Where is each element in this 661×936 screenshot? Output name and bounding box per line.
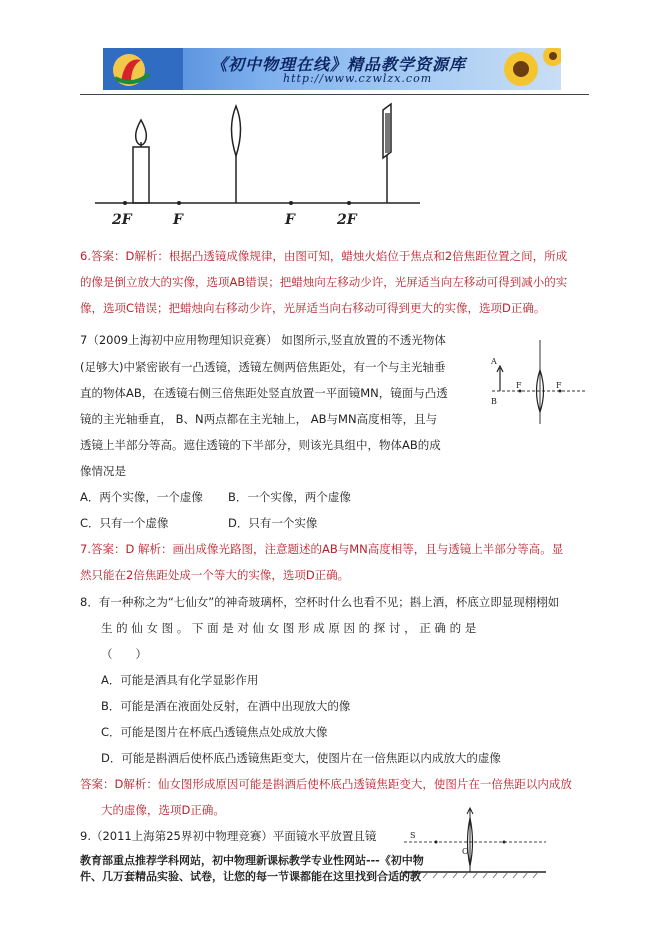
- lens-experiment-figure: [95, 100, 420, 230]
- sunflower-icon: [481, 48, 561, 90]
- q8-option-b: B．可能是酒在液面处反射，在酒中出现放大的像: [101, 699, 351, 713]
- focal-point-right: [503, 841, 506, 844]
- q7-line-6: 像情况是: [80, 464, 126, 478]
- header-divider: [80, 94, 589, 95]
- q8-option-a: A．可能是酒具有化学显影作用: [101, 673, 259, 687]
- site-logo-icon: [103, 48, 183, 90]
- q7-answer-line-2: 然只能在2倍焦距处成一个等大的实像，选项D正确。: [80, 568, 350, 582]
- label-o: O: [462, 847, 469, 856]
- label-f-left: F: [173, 212, 183, 228]
- convex-lens-icon: [232, 106, 241, 203]
- q7-line-1: 7（2009上海初中应用物理知识竞赛） 如图所示,竖直放置的不透光物体: [80, 333, 446, 347]
- q7-option-c: C．只有一个虚像: [80, 516, 169, 530]
- banner-url[interactable]: http://www.czwlzx.com: [283, 72, 433, 85]
- label-f-right: F: [556, 381, 562, 390]
- candle-icon: [133, 120, 149, 203]
- q6-answer-line-2: 的像是倒立放大的实像，选项AB错误；把蜡烛向左移动少许，光屏适当向左移动可得到减小的实: [80, 275, 568, 289]
- q7-option-a: A．两个实像，一个虚像: [80, 490, 203, 504]
- q7-line-3: 直的物体AB，在透镜右侧三倍焦距处竖直放置一平面镜MN，镜面与凸透: [80, 386, 448, 400]
- q6-answer-line-3: 像，选项C错误；把蜡烛向右移动少许，光屏适当向右移动可得到更大的实像，选项D正确。: [80, 301, 546, 315]
- q7-line-2: (足够大)中紧密嵌有一凸透镜，透镜左侧两倍焦距处，有一个与主光轴垂: [80, 360, 446, 374]
- header-banner: [103, 48, 561, 90]
- banner-title: 《初中物理在线》精品教学资源库: [211, 55, 467, 74]
- label-a: A: [491, 357, 497, 366]
- footer-line-2: 件、几万套精品实验、试卷，让您的每一节课都能在这里找到合适的教: [80, 870, 421, 883]
- point-f-right: [289, 201, 293, 205]
- q6-answer-line-1: 6.答案：D解析：根据凸透镜成像规律，由图可知，蜡烛火焰位于焦点和2倍焦距位置之间，所成: [80, 249, 568, 263]
- q7-option-d: D．只有一个实像: [228, 516, 318, 530]
- q9-line-1: 9.（2011上海第25界初中物理竞赛）平面镜水平放置且镜: [80, 829, 377, 843]
- label-s: S: [410, 831, 416, 840]
- q7-lens-figure: [488, 340, 588, 424]
- q8-answer-line-1: 答案：D解析：仙女图形成原因可能是斟酒后使杯底凸透镜焦距变大，使图片在一倍焦距以内成放: [80, 777, 572, 791]
- mirror-hatching: [403, 872, 538, 878]
- q8-option-c: C．可能是图片在杯底凸透镜焦点处成放大像: [101, 725, 328, 739]
- label-2f-left: 2F: [112, 212, 132, 228]
- point-2f-right: [347, 201, 351, 205]
- q8-answer-line-2: 大的虚像，选项D正确。: [101, 803, 225, 817]
- q7-line-4: 镜的主光轴垂直， B、N两点都在主光轴上， AB与MN高度相等，且与: [80, 412, 438, 426]
- label-2f-right: 2F: [337, 212, 357, 228]
- point-2f-left: [123, 201, 127, 205]
- label-f-right: F: [285, 212, 295, 228]
- q8-line-1: 8．有一种称之为“七仙女”的神奇玻璃杯，空杯时什么也看不见；斟上酒，杯底立即显现栩栩如: [80, 595, 560, 609]
- focal-point-left: [435, 841, 438, 844]
- light-screen-icon: [383, 104, 391, 203]
- q8-option-d: D．可能是斟酒后使杯底凸透镜焦距变大，使图片在一倍焦距以内成放大的虚像: [101, 751, 501, 765]
- q7-line-5: 透镜上半部分等高。遮住透镜的下半部分，则该光具组中，物体AB的成: [80, 438, 441, 452]
- label-f-left: F: [516, 381, 522, 390]
- footer-line-1: 教育部重点推荐学科网站，初中物理新课标教学专业性网站---《初中物: [80, 854, 424, 867]
- point-f-left: [177, 201, 181, 205]
- q7-option-b: B．一个实像，两个虚像: [228, 490, 351, 504]
- q8-line-3: （ ）: [101, 647, 147, 661]
- label-b: B: [491, 397, 497, 406]
- q7-answer-line-1: 7.答案：D 解析：画出成像光路图，注意题述的AB与MN高度相等，且与透镜上半部分等高。显: [80, 542, 564, 556]
- q8-line-2: 生 的 仙 女 图 。 下 面 是 对 仙 女 图 形 成 原 因 的 探 讨 ， 正 确 的 是: [101, 621, 477, 635]
